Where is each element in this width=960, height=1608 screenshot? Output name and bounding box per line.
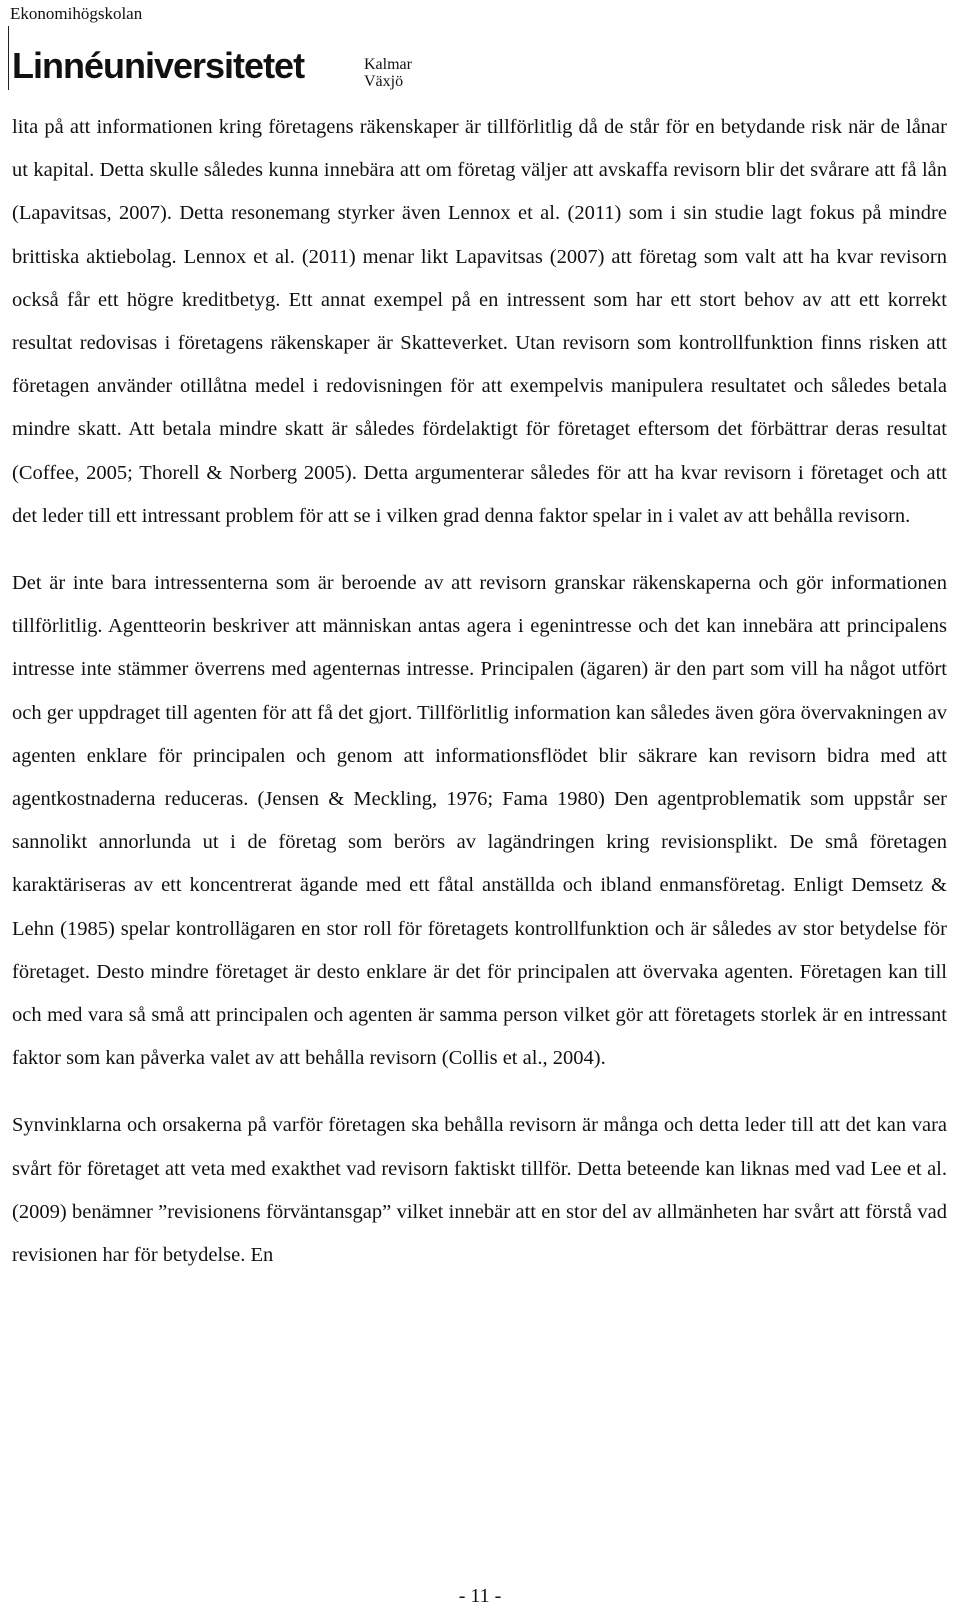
body-paragraph-2: Det är inte bara intressenterna som är beroende av att revisorn granskar räkenskaperna och gör informationen tillförlitlig. Agentteorin beskriver att människan antas agera i egenintresse och det kan innebära att principalens intresse inte stämmer överrens med agenternas intresse. Principalen (ägaren) är den part som vill ha något utfört och ger uppdraget till agenten för att få det gjort. Tillförlitlig information kan således även göra övervakningen av agenten enklare för principalen och genom att informationsflödet blir säkrare kan revisorn bidra med att agentkostnaderna reduceras. (Jensen & Meckling, 1976; Fama 1980) Den agentproblematik som uppstår ser sannolikt annorlunda ut i de företag som berörs av lagändringen kring revisionsplikt. De små företagen karaktäriseras av ett koncentrerat ägande med ett fåtal anställda och ibland enmansföretag. Enligt Demsetz & Lehn (1985) spelar kontrollägaren en stor roll för företagets kontrollfunktion och är således av stor betydelse för företaget. Desto mindre företaget är desto enklare är det för principalen att övervaka agenten. Företagen kan till och med vara så små att principalen och agenten är samma person vilket gör att företagets storlek är en intressant faktor som kan påverka valet av att behålla revisorn (Collis et al., 2004). [12, 572, 947, 1070]
body-paragraph-1: lita på att informationen kring företagens räkenskaper är tillförlitlig då de står för en betydande risk när de lånar ut kapital. Detta skulle således kunna innebära att om företag väljer att avskaffa revisorn blir det svårare att få lån (Lapavitsas, 2007). Detta resonemang styrker även Lennox et al. (2011) som i sin studie lagt fokus på mindre brittiska aktiebolag. Lennox et al. (2011) menar likt Lapavitsas (2007) att företag som valt att ha kvar revisorn också får ett högre kreditbetyg. Ett annat exempel på en intressent som har ett stort behov av att ett korrekt resultat redovisas i företagens räkenskaper är Skatteverket. Utan revisorn som kontrollfunktion finns risken att företagen använder otillåtna medel i redovisningen för att exempelvis manipulera resultatet och således betala mindre skatt. Att betala mindre skatt är således fördelaktigt för företaget eftersom det förbättrar deras resultat (Coffee, 2005; Thorell & Norberg 2005). Detta argumenterar således för att ha kvar revisorn i företaget och att det leder till ett intressant problem för att se i vilken grad denna faktor spelar in i valet av att behålla revisorn. [12, 116, 947, 527]
document-body [12, 106, 947, 1277]
header-divider [8, 26, 9, 90]
logo-cities [364, 56, 412, 90]
page-header [0, 0, 960, 96]
page-number: - 11 - [458, 1585, 502, 1607]
university-logo: Linnéuniversitetet [12, 45, 305, 86]
department-name: Ekonomihögskolan [10, 4, 143, 23]
body-paragraph-3: Synvinklarna och orsakerna på varför företagen ska behålla revisorn är många och detta leder till att det kan vara svårt för företaget att veta med exakthet vad revisorn faktiskt tillför. Detta beteende kan liknas med vad Lee et al. (2009) benämner ”revisionens förväntansgap” vilket innebär att en stor del av allmänheten har svårt att förstå vad revisionen har för betydelse. En [12, 1114, 947, 1267]
logo-city-vaxjo: Växjö [364, 73, 404, 90]
logo-city-kalmar: Kalmar [364, 56, 412, 73]
